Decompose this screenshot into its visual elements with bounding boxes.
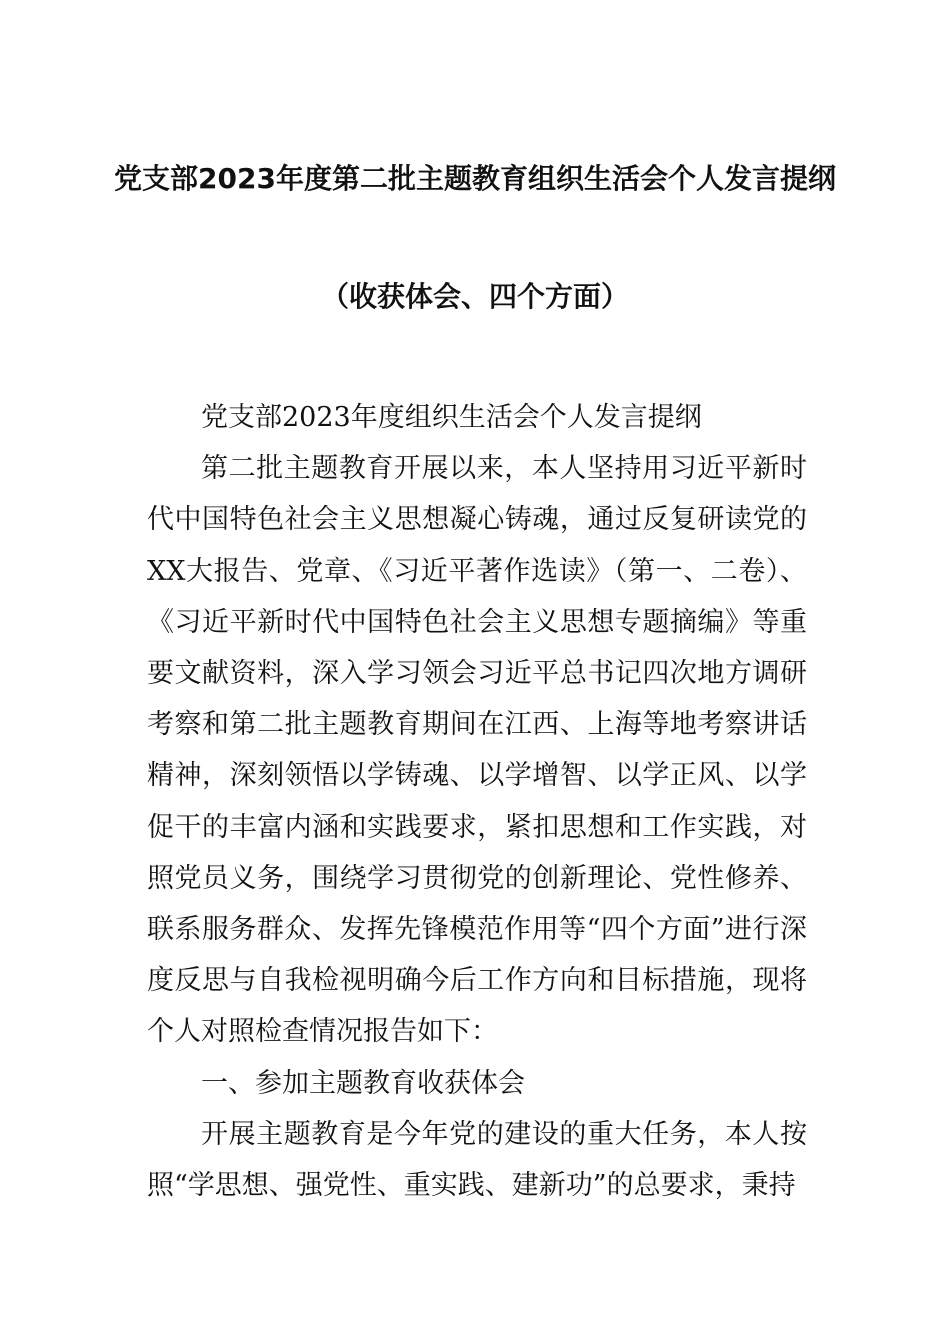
document-subtitle: （收获体会、四个方面） xyxy=(320,280,629,313)
paragraph-heading-outline: 党支部2023年度组织生活会个人发言提纲 xyxy=(201,402,702,433)
document-body xyxy=(147,392,807,1211)
section-heading: 一、参加主题教育收获体会 xyxy=(201,1067,525,1099)
paragraph-intro: 第二批主题教育开展以来，本人坚持用习近平新时代中国特色社会主义思想凝心铸魂，通过反复研读党的XX大报告、党章、《习近平著作选读》（第一、二卷）、《习近平新时代中国特色社会主义思想专题摘编》等重要文献资料，深入学习领会习近平总书记四次地方调研考察和第二批主题教育期间在江西、上海等地考察讲话精神，深刻领悟以学铸魂、以学增智、以学正风、以学促干的丰富内涵和实践要求，紧扣思想和工作实践，对照党员义务，围绕学习贯彻党的创新理论、党性修养、联系服务群众、发挥先锋模范作用等“四个方面”进行深度反思与自我检视明确今后工作方向和目标措施，现将个人对照检查情况报告如下： xyxy=(147,453,807,1048)
paragraph-section-one: 开展主题教育是今年党的建设的重大任务，本人按照“学思想、强党性、重实践、建新功”的总要求，秉持 xyxy=(147,1118,807,1202)
document-title: 党支部2023年度第二批主题教育组织生活会个人发言提纲 xyxy=(114,162,836,195)
